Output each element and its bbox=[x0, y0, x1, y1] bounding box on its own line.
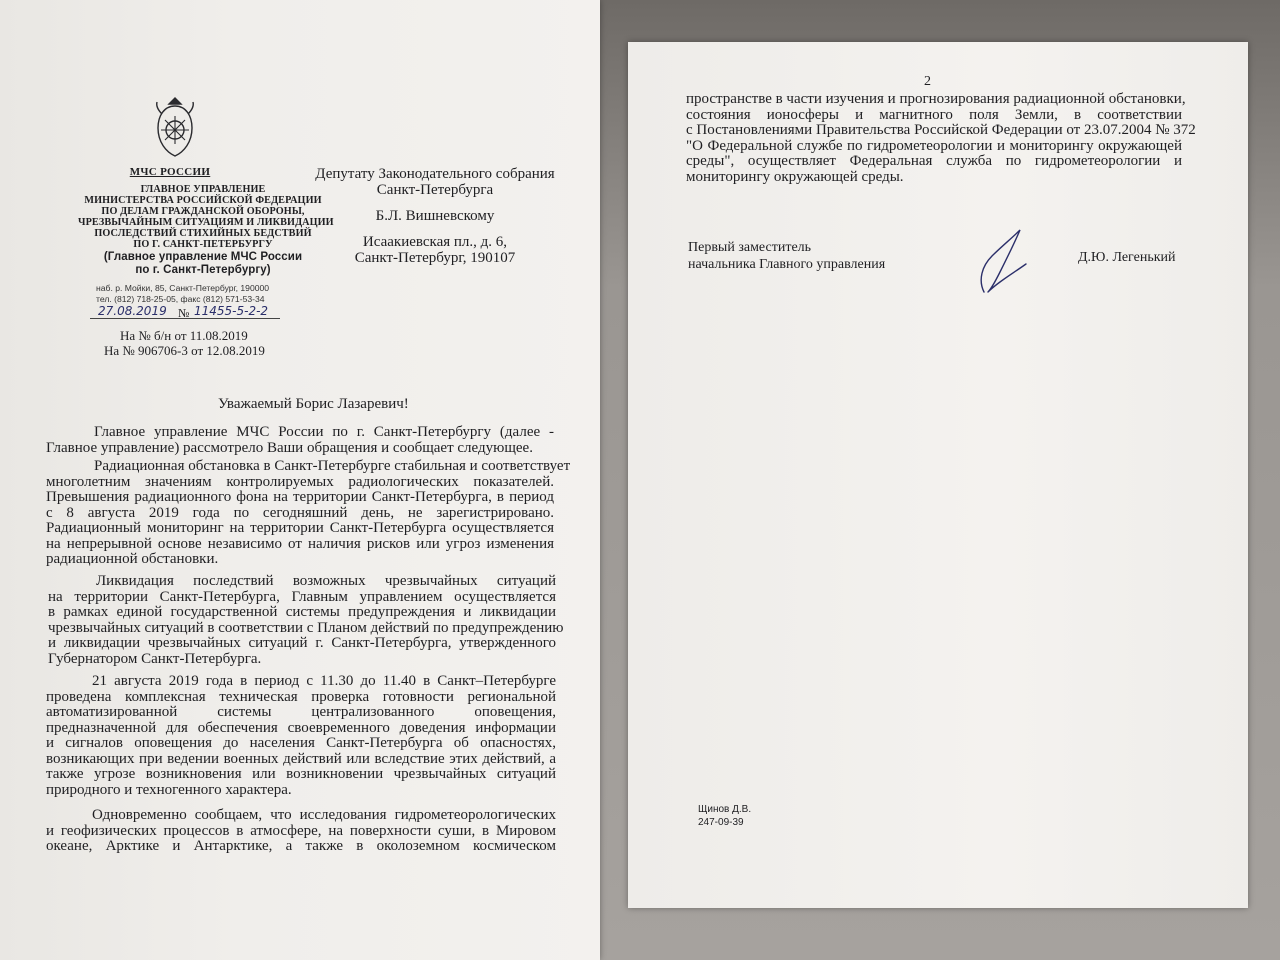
letter-page-2 bbox=[628, 42, 1248, 908]
page2-paragraph bbox=[686, 91, 1196, 185]
text-line: на непрерывной основе независимо от наличия рисков или угроз изменения bbox=[46, 535, 554, 552]
executor-phone: 247-09-39 bbox=[698, 817, 744, 828]
signer-title-1: Первый заместитель bbox=[688, 240, 812, 255]
text-line: предназначенной для обеспечения своевременного доведения информации bbox=[46, 719, 556, 736]
outgoing-number: 11455-5-2-2 bbox=[194, 304, 269, 318]
text-line: Одновременно сообщаем, что исследования гидрометеорологических bbox=[92, 807, 556, 823]
text-line: на территории Санкт-Петербурга, Главным управлением осуществляется bbox=[48, 588, 556, 605]
recipient-line-2: Санкт-Петербурга bbox=[376, 182, 494, 198]
text-line: автоматизированной системы централизованного оповещения, bbox=[46, 704, 556, 720]
recipient-line-1: Депутату Законодательного собрания bbox=[315, 166, 555, 182]
text-line: и ликвидации чрезвычайных ситуаций г. Санкт-Петербурга, утвержденного bbox=[48, 635, 556, 651]
text-line: природного и техногенного характера. bbox=[46, 781, 292, 798]
text-line: проведена комплексная техническая проверка готовности региональной bbox=[46, 688, 556, 705]
org-alt-line-2: по г. Санкт-Петербургу) bbox=[135, 264, 271, 276]
reference-2: На № 906706-3 от 12.08.2019 bbox=[104, 343, 265, 358]
body-paragraph-5 bbox=[46, 808, 556, 855]
text-line: пространстве в части изучения и прогнозирования радиационной обстановки, bbox=[686, 91, 1186, 107]
text-line: "О Федеральной службе по гидрометеорологии и мониторингу окружающей bbox=[686, 137, 1182, 154]
text-line: и геофизических процессов в атмосфере, на поверхности суши, в Мировом bbox=[46, 822, 556, 839]
body-paragraph-3 bbox=[48, 573, 564, 667]
page-number: 2 bbox=[924, 74, 931, 89]
text-line: чрезвычайных ситуаций в соответствии с Планом действий по предупреждению bbox=[48, 619, 564, 636]
text-line: Главное управление) рассмотрело Ваши обращения и сообщает следующее. bbox=[46, 439, 533, 456]
org-line-2: МИНИСТЕРСТВА РОССИЙСКОЙ ФЕДЕРАЦИИ bbox=[84, 195, 322, 206]
text-line: океане, Арктике и Антарктике, а также в околоземном космическом bbox=[46, 838, 556, 854]
outgoing-date: 27.08.2019 bbox=[98, 304, 167, 318]
salutation: Уважаемый Борис Лазаревич! bbox=[218, 396, 409, 412]
letter-page-1 bbox=[0, 0, 600, 960]
text-line: мониторингу окружающей среды. bbox=[686, 168, 904, 185]
executor-name: Щинов Д.В. bbox=[698, 804, 752, 815]
recipient-line-5: Санкт-Петербург, 190107 bbox=[354, 250, 516, 266]
handwritten-signature bbox=[968, 220, 1048, 300]
reference-1: На № б/н от 11.08.2019 bbox=[120, 328, 248, 343]
emergency-ministry-emblem bbox=[150, 96, 200, 160]
body-paragraph-1 bbox=[46, 425, 554, 456]
text-line: с 8 августа 2019 года по сегодняшний день, не зарегистрировано. bbox=[46, 504, 554, 521]
text-line: среды", осуществляет Федеральная служба по гидрометеорологии и bbox=[686, 153, 1182, 169]
org-alt-line-1: (Главное управление МЧС России bbox=[103, 251, 303, 263]
text-line: Главное управление МЧС России по г. Санкт-Петербургу (далее - bbox=[94, 424, 554, 440]
text-line: Радиационный мониторинг на территории Санкт-Петербурга осуществляется bbox=[46, 520, 554, 536]
org-address: наб. р. Мойки, 85, Санкт-Петербург, 190000 bbox=[96, 283, 270, 293]
org-line-1: ГЛАВНОЕ УПРАВЛЕНИЕ bbox=[140, 184, 266, 195]
text-line: с Постановлениями Правительства Российской Федерации от 23.07.2004 № 372 bbox=[686, 122, 1196, 138]
body-paragraph-2 bbox=[46, 458, 571, 568]
org-phone: тел. (812) 718-25-05, факс (812) 571-53-34 bbox=[96, 294, 265, 304]
org-line-6: ПО Г. САНКТ-ПЕТЕРБУРГУ bbox=[133, 239, 273, 250]
text-line: радиационной обстановки. bbox=[46, 551, 219, 567]
outgoing-number-label: № bbox=[178, 306, 190, 320]
org-line-5: ПОСЛЕДСТВИЙ СТИХИЙНЫХ БЕДСТВИЙ bbox=[94, 228, 312, 239]
text-line: в рамках единой государственной системы предупреждения и ликвидации bbox=[48, 604, 556, 620]
signer-title-2: начальника Главного управления bbox=[688, 257, 886, 272]
signer-name: Д.Ю. Легенький bbox=[1078, 250, 1176, 265]
text-line: состояния ионосферы и магнитного поля Земли, в соответствии bbox=[686, 106, 1182, 123]
text-line: многолетним значениям контролируемых радиологических показателей. bbox=[46, 473, 554, 490]
text-line: также угрозе возникновения или возникновении чрезвычайных ситуаций bbox=[46, 766, 556, 782]
text-line: Радиационная обстановка в Санкт-Петербурге стабильная и соответствует bbox=[94, 458, 571, 474]
text-line: и сигналов оповещения до населения Санкт-Петербурга об опасностях, bbox=[46, 735, 556, 751]
text-line: Превышения радиационного фона на территории Санкт-Петербурга, в период bbox=[46, 489, 554, 505]
text-line: возникающих при ведении военных действий или вследствие этих действий, а bbox=[46, 750, 556, 767]
text-line: 21 августа 2019 года в период с 11.30 до 11.40 в Санкт–Петербурге bbox=[92, 673, 556, 689]
text-line: Ликвидация последствий возможных чрезвычайных ситуаций bbox=[96, 573, 556, 589]
recipient-line-3: Б.Л. Вишневскому bbox=[375, 208, 495, 224]
body-paragraph-4 bbox=[46, 674, 556, 798]
org-short-name: МЧС РОССИИ bbox=[129, 166, 211, 178]
text-line: Губернатором Санкт-Петербурга. bbox=[48, 650, 262, 667]
recipient-line-4: Исаакиевская пл., д. 6, bbox=[362, 234, 508, 250]
org-line-4: ЧРЕЗВЫЧАЙНЫМ СИТУАЦИЯМ И ЛИКВИДАЦИИ bbox=[78, 217, 334, 228]
org-line-3: ПО ДЕЛАМ ГРАЖДАНСКОЙ ОБОРОНЫ, bbox=[101, 206, 305, 217]
